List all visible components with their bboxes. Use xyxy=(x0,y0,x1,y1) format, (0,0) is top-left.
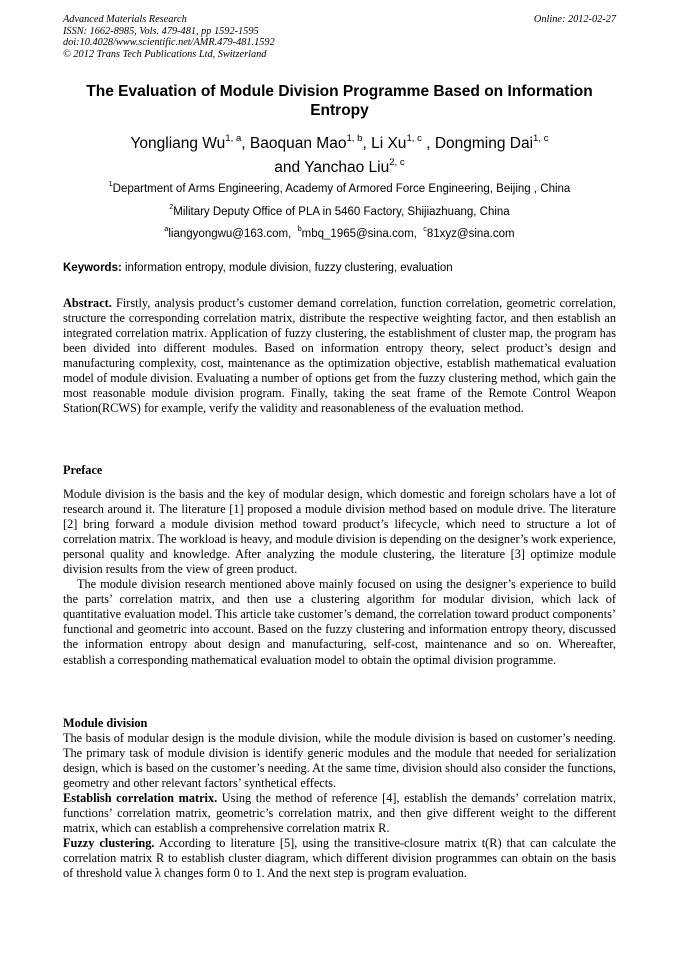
author-superscript: 1, c xyxy=(533,132,549,144)
doi-line: doi:10.4028/www.scientific.net/AMR.479-481.1592 xyxy=(63,37,275,49)
preface-section xyxy=(63,487,616,668)
author-conjunction: and xyxy=(274,159,305,176)
paragraph-text: According to literature [5], using the transitive-closure matrix t(R) that can calculate the correlation matrix R to establish cluster diagram, which different division programmes can obtain on the basis of threshold value λ changes form 0 to 1. And the next step is program evaluation. xyxy=(63,836,616,881)
keywords xyxy=(63,261,616,275)
author-name: Yongliang Wu xyxy=(130,135,226,152)
email-address: 81xyz@sina.com xyxy=(426,228,515,240)
author-separator: , xyxy=(241,135,250,152)
section-heading-module-division: Module division xyxy=(63,716,148,730)
module-division-paragraph-2 xyxy=(63,791,616,836)
section-heading-preface: Preface xyxy=(63,463,103,477)
author-line-1 xyxy=(63,132,616,156)
author-separator: , xyxy=(362,135,372,152)
affiliation-superscript: 2 xyxy=(169,203,174,212)
journal-header xyxy=(63,14,616,60)
journal-name: Advanced Materials Research xyxy=(63,14,187,25)
author-superscript: 1, b xyxy=(346,132,363,144)
affiliation-superscript: 1 xyxy=(108,180,113,189)
keywords-text: information entropy, module division, fuzzy clustering, evaluation xyxy=(121,262,453,274)
email-superscript: a xyxy=(164,225,169,234)
author-name: Li Xu xyxy=(371,135,407,152)
author-superscript: 1, c xyxy=(406,132,422,144)
abstract-text: Firstly, analysis product’s customer demand correlation, function correlation, geometric correlation, structure the corresponding correlation matrix, distribute the respective weighting factor, and then establish an integrated correlation matrix. Application of fuzzy clustering, the establishment of cluster map, the program has been divided into different modules. Based on information entropy theory, select product’s design and manufacturing complexity, cost, maintenance as the optimization objective, establish mathematical evaluation model of module division. Evaluating a number of options get from the fuzzy clustering method, which gain the most reasonable module division program. Finally, taking the seat frame of the Remote Control Weapon Station(RCWS) for example, verify the validity and reasonableness of the evaluation method. xyxy=(63,296,616,416)
email-address: mbq_1965@sina.com, xyxy=(301,228,417,240)
preface-paragraph-2: The module division research mentioned above mainly focused on using the designer’s experience to build the parts’ correlation matrix, and then use a clustering algorithm for modular division, which lack of quantitative evaluation model. This article take customer’s demand, the correlation toward product components’ functional and geometric into account. Based on the fuzzy clustering and information entropy theory, discussed the information entropy about design and manufacturing, self-cost, maintenance and so on. Whereafter, establish a corresponding mathematical evaluation model to obtain the optimal division programme. xyxy=(63,577,616,667)
abstract xyxy=(63,296,616,416)
email-line xyxy=(63,227,616,241)
paper-title: The Evaluation of Module Division Programme Based on Information Entropy xyxy=(86,83,593,119)
author-separator: , xyxy=(421,135,435,152)
module-division-paragraph-1: The basis of modular design is the module division, while the module division is based on customer’s needing. The primary task of module division is identify generic modules and the module that needed for serialization design, which is based on the customer’s needing. At the same time, division should also consider the functions, geometry and other relevant factors’ synthetical effects. xyxy=(63,731,616,791)
keywords-label: Keywords: xyxy=(63,262,122,274)
subsection-label: Fuzzy clustering. xyxy=(63,836,155,851)
affiliation-2 xyxy=(63,205,616,219)
author-line-2 xyxy=(63,156,616,180)
author-name: Dongming Dai xyxy=(434,135,534,152)
copyright-line: © 2012 Trans Tech Publications Ltd, Switzerland xyxy=(63,48,267,60)
paragraph-text: Using the method of reference [4], establish the demands’ correlation matrix, functions’ correlation matrix, geometric’s correlation matrix, and then give different weight to the different matrix, which can establish a comprehensive correlation matrix R. xyxy=(63,791,616,836)
author-superscript: 2, c xyxy=(389,156,405,168)
author-superscript: 1, a xyxy=(225,132,242,144)
affiliation-1 xyxy=(63,182,616,196)
preface-paragraph-1: Module division is the basis and the key of modular design, which domestic and foreign scholars have a lot of research around it. The literature [1] proposed a module division method based on module drive. The literature [2] bring forward a module division method toward product’s lifecycle, which need to structure a lot of correlation matrix. The workload is heavy, and module division is depending on the designer’s work experience, personal quality and knowledge. After analyzing the module clustering, the literature [3] optimize module division results from the view of green product. xyxy=(63,487,616,577)
affiliation-text: Military Deputy Office of PLA in 5460 Factory, Shijiazhuang, China xyxy=(173,206,510,218)
affiliation-text: Department of Arms Engineering, Academy of Armored Force Engineering, Beijing , China xyxy=(112,183,571,195)
author-list xyxy=(63,132,616,180)
module-division-section xyxy=(63,731,616,881)
online-date: Online: 2012-02-27 xyxy=(533,14,616,25)
email-superscript: c xyxy=(423,225,427,234)
abstract-label: Abstract. xyxy=(63,296,112,310)
author-name: Yanchao Liu xyxy=(304,159,390,176)
module-division-paragraph-3 xyxy=(63,836,616,881)
author-name: Baoquan Mao xyxy=(249,135,347,152)
issn-line: ISSN: 1662-8985, Vols. 479-481, pp 1592-1595 xyxy=(63,25,259,37)
email-address: liangyongwu@163.com, xyxy=(168,228,292,240)
email-superscript: b xyxy=(297,225,302,234)
subsection-label: Establish correlation matrix. xyxy=(63,791,218,806)
